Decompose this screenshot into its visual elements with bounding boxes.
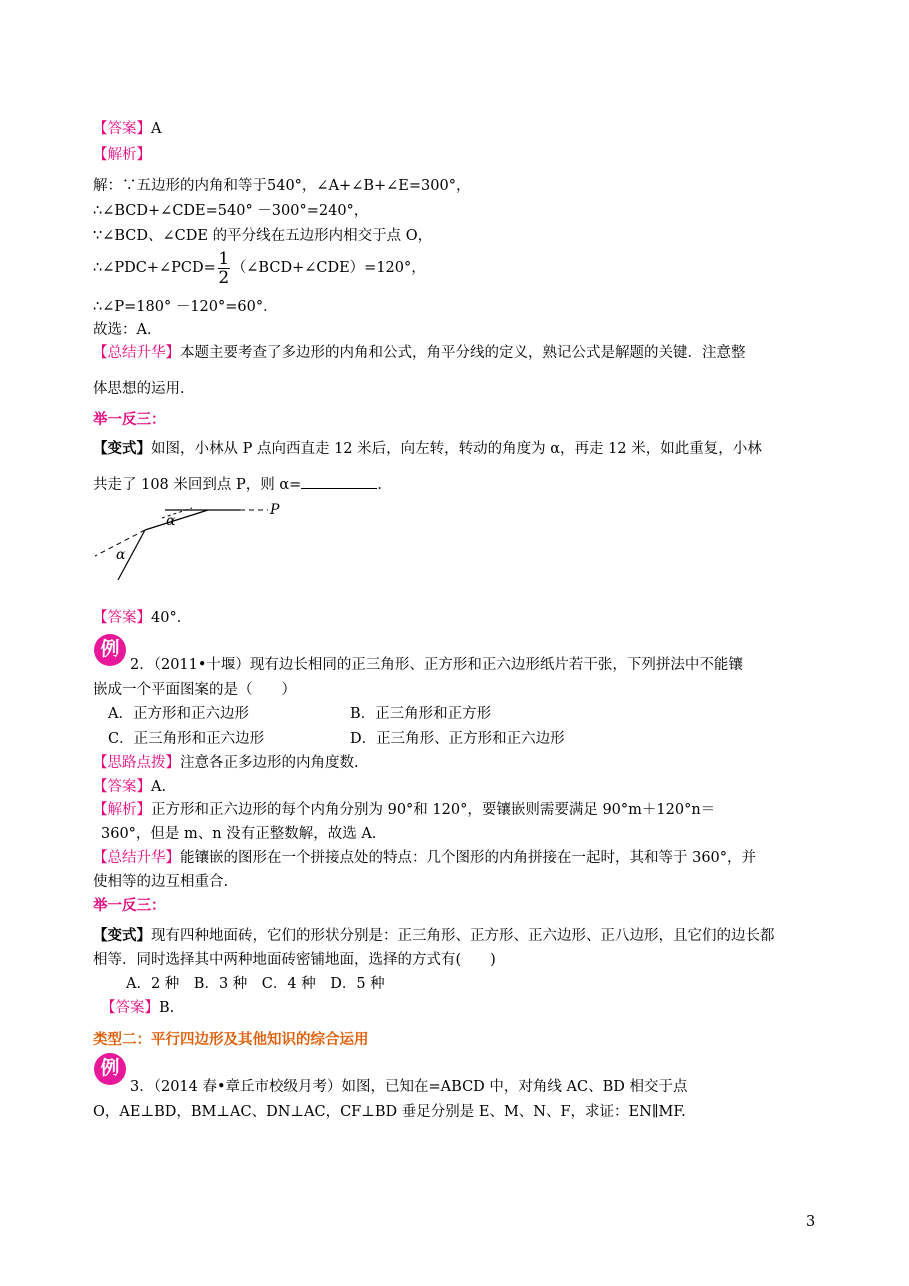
fraction-denominator: 2 bbox=[218, 267, 230, 288]
example3-line-1: 3．（2014 春•章丘市校级月考）如图，已知在=ABCD 中，对角线 AC、BD 相交于点 bbox=[130, 1079, 688, 1095]
variant1-tag: 【变式】 bbox=[93, 440, 151, 457]
hint-text: 注意各正多边形的内角度数. bbox=[180, 755, 359, 771]
hint-tag: 【思路点拨】 bbox=[93, 755, 180, 771]
example2-line-2: 嵌成一个平面图案的是（ ） bbox=[93, 682, 296, 698]
option-b: B．正三角形和正方形 bbox=[350, 706, 492, 722]
example2-summary-text-1: 能镶嵌的图形在一个拼接点处的特点：几个图形的内角拼接在一起时，其和等于 360°，并 bbox=[180, 850, 757, 866]
page-number: 3 bbox=[806, 1214, 816, 1230]
variant2-line-1 bbox=[93, 926, 775, 946]
example2-answer-tag: 【答案】 bbox=[93, 779, 151, 795]
answer-blank bbox=[301, 474, 377, 489]
variant1-answer-value: 40°． bbox=[151, 610, 192, 626]
angle-alpha-label-1: α bbox=[166, 513, 176, 529]
summary-text-1: 本题主要考查了多边形的内角和公式，角平分线的定义，熟记公式是解题的关键．注意整 bbox=[180, 345, 746, 361]
answer-line bbox=[93, 119, 161, 139]
variant2-answer bbox=[101, 998, 174, 1018]
example-badge-icon: 例 bbox=[94, 634, 126, 666]
variant2-answer-value: B. bbox=[159, 1000, 175, 1016]
solution-line-2: ∴∠BCD+∠CDE=540° －300°=240°， bbox=[93, 203, 369, 219]
example2-analysis-1 bbox=[93, 800, 715, 820]
example2-analysis-2: 360°，但是 m、n 没有正整数解，故选 A. bbox=[101, 826, 377, 842]
variant1-text-1: 如图，小林从 P 点向西直走 12 米后，向左转，转动的角度为 α，再走 12 米，如此重复，小林 bbox=[151, 441, 762, 457]
summary-line-2: 体思想的运用． bbox=[93, 381, 195, 397]
point-p-label: P bbox=[270, 502, 280, 518]
example2-summary-tag: 【总结升华】 bbox=[93, 850, 180, 866]
fraction-numerator: 1 bbox=[218, 248, 230, 269]
variant2-tag: 【变式】 bbox=[93, 927, 151, 944]
variant2-text-1: 现有四种地面砖，它们的形状分别是：正三角形、正方形、正六边形、正八边形，且它们的边长都 bbox=[151, 928, 775, 944]
variant1-answer bbox=[93, 608, 191, 628]
practice-heading-2: 举一反三： bbox=[93, 897, 166, 914]
answer-value: A bbox=[151, 121, 162, 137]
variant1-text-2: 共走了 108 米回到点 P，则 α= bbox=[93, 477, 302, 493]
analysis-tag: 【解析】 bbox=[93, 147, 151, 163]
solution-line-3: ∵∠BCD、∠CDE 的平分线在五边形内相交于点 O， bbox=[93, 228, 433, 244]
option-c: C．正三角形和正六边形 bbox=[108, 731, 265, 747]
summary-tag: 【总结升华】 bbox=[93, 345, 180, 361]
hint-line bbox=[93, 753, 359, 773]
example2-summary-2: 使相等的边互相重合. bbox=[93, 874, 229, 890]
example3-line-2: O，AE⊥BD，BM⊥AC、DN⊥AC，CF⊥BD 垂足分别是 E、M、N、F，求证：EN∥MF. bbox=[93, 1104, 686, 1120]
variant2-answer-tag: 【答案】 bbox=[101, 1000, 159, 1016]
option-a: A．正方形和正六边形 bbox=[108, 706, 249, 722]
variant1-line-1 bbox=[93, 439, 762, 459]
example2-answer-value: A. bbox=[151, 779, 167, 795]
example2-analysis-tag: 【解析】 bbox=[93, 802, 151, 818]
variant1-text-2-end: ． bbox=[377, 477, 392, 493]
path-segment-middle bbox=[145, 510, 208, 530]
variant1-line-2 bbox=[93, 474, 392, 495]
walking-path-figure bbox=[90, 500, 290, 585]
summary-line-1 bbox=[93, 343, 746, 363]
answer-tag: 【答案】 bbox=[93, 121, 151, 137]
section-heading-type2: 类型二：平行四边形及其他知识的综合运用 bbox=[93, 1031, 369, 1048]
solution-line-4-pre: ∴∠PDC+∠PCD= bbox=[93, 260, 216, 276]
variant2-options: A．2 种 B．3 种 C．4 种 D．5 种 bbox=[126, 976, 385, 992]
solution-line-6: 故选：A． bbox=[93, 322, 162, 338]
solution-line-1: 解：∵五边形的内角和等于540°，∠A+∠B+∠E=300°， bbox=[93, 178, 471, 194]
example2-analysis-text-1: 正方形和正六边形的每个内角分别为 90°和 120°，要镶嵌则需要满足 90°m＋120°n＝ bbox=[151, 802, 716, 818]
variant1-answer-tag: 【答案】 bbox=[93, 610, 151, 626]
variant2-line-2: 相等．同时选择其中两种地面砖密铺地面，选择的方式有( ) bbox=[93, 952, 496, 968]
fraction-one-half bbox=[218, 248, 230, 288]
option-d: D．正三角形、正方形和正六边形 bbox=[350, 731, 565, 747]
practice-heading-1: 举一反三： bbox=[93, 411, 166, 428]
solution-line-5: ∴∠P=180° －120°=60°． bbox=[93, 299, 278, 315]
angle-alpha-label-2: α bbox=[116, 547, 126, 563]
example-badge-icon: 例 bbox=[94, 1053, 126, 1085]
example2-summary-1 bbox=[93, 848, 756, 868]
example2-answer bbox=[93, 777, 166, 797]
example2-line-1: 2．（2011•十堰）现有边长相同的正三角形、正方形和正六边形纸片若干张，下列拼法中不能镶 bbox=[130, 657, 743, 673]
solution-line-4 bbox=[93, 250, 426, 286]
solution-line-4-post: （∠BCD+∠CDE）=120°， bbox=[231, 260, 426, 276]
